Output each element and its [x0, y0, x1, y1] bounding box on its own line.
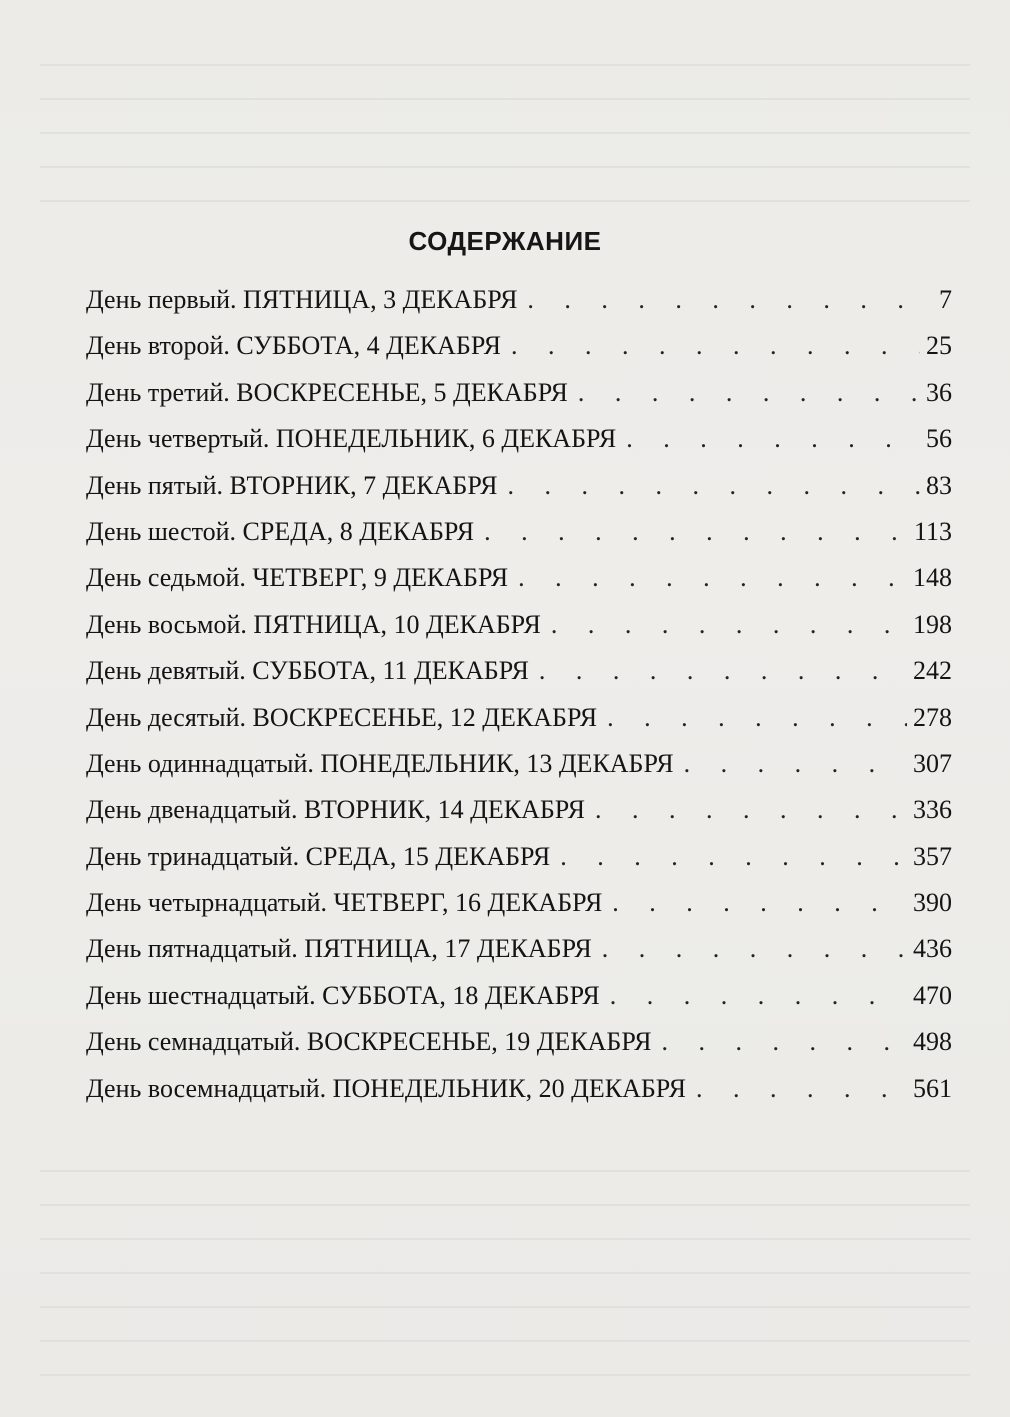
toc-entry-label: День седьмой. ЧЕТВЕРГ, 9 ДЕКАБРЯ — [86, 563, 509, 593]
dot-leader — [507, 471, 920, 501]
show-through-line — [40, 166, 970, 168]
toc-entry-label: День четвертый. ПОНЕДЕЛЬНИК, 6 ДЕКАБРЯ — [86, 424, 617, 454]
toc-entry[interactable] — [86, 378, 952, 424]
toc-entry-label: День шестой. СРЕДА, 8 ДЕКАБРЯ — [86, 516, 475, 546]
show-through-line — [40, 1374, 970, 1376]
toc-entry-page-number: 307 — [913, 748, 952, 778]
toc-entry-label: День восьмой. ПЯТНИЦА, 10 ДЕКАБРЯ — [86, 609, 541, 639]
show-through-line — [40, 64, 970, 66]
dot-leader — [612, 888, 907, 918]
dot-leader — [610, 981, 907, 1011]
dot-leader — [602, 934, 907, 964]
toc-entry[interactable] — [86, 563, 952, 609]
toc-entry[interactable] — [86, 610, 952, 656]
toc-entry-page-number: 148 — [913, 563, 952, 593]
toc-entry[interactable] — [86, 285, 952, 331]
dot-leader — [684, 749, 907, 779]
toc-entry-page-number: 25 — [926, 331, 952, 361]
toc-entry-label: День второй. СУББОТА, 4 ДЕКАБРЯ — [86, 331, 501, 361]
toc-entry-label: День тринадцатый. СРЕДА, 15 ДЕКАБРЯ — [86, 841, 551, 871]
toc-entry[interactable] — [86, 934, 952, 980]
dot-leader — [527, 285, 933, 315]
toc-entry-page-number: 390 — [913, 888, 952, 918]
toc-entry-page-number: 498 — [913, 1027, 952, 1057]
toc-entry-label: День первый. ПЯТНИЦА, 3 ДЕКАБРЯ — [86, 285, 518, 314]
show-through-line — [40, 1170, 970, 1172]
table-of-contents — [86, 285, 952, 1120]
toc-entry-page-number: 278 — [913, 702, 952, 732]
show-through-line — [40, 1238, 970, 1240]
dot-leader — [518, 563, 907, 593]
toc-entry-page-number: 83 — [926, 470, 952, 500]
dot-leader — [607, 703, 907, 733]
toc-entry-page-number: 198 — [913, 609, 952, 639]
show-through-line — [40, 1340, 970, 1342]
toc-entry[interactable] — [86, 842, 952, 888]
toc-entry-page-number: 470 — [913, 980, 952, 1010]
toc-entry-page-number: 436 — [913, 934, 952, 964]
dot-leader — [560, 842, 907, 872]
toc-entry-label: День восемнадцатый. ПОНЕДЕЛЬНИК, 20 ДЕКАБРЯ — [86, 1073, 686, 1103]
toc-entry[interactable] — [86, 703, 952, 749]
dot-leader — [551, 610, 907, 640]
toc-entry-label: День пятнадцатый. ПЯТНИЦА, 17 ДЕКАБРЯ — [86, 934, 592, 964]
dot-leader — [511, 331, 920, 361]
show-through-line — [40, 1272, 970, 1274]
toc-entry[interactable] — [86, 795, 952, 841]
show-through-line — [40, 132, 970, 134]
toc-entry-page-number: 7 — [939, 285, 952, 314]
toc-entry-page-number: 36 — [926, 377, 952, 407]
toc-entry[interactable] — [86, 981, 952, 1027]
toc-entry-label: День двенадцатый. ВТОРНИК, 14 ДЕКАБРЯ — [86, 795, 585, 825]
dot-leader — [626, 424, 920, 454]
toc-entry[interactable] — [86, 471, 952, 517]
toc-entry-page-number: 56 — [926, 424, 952, 454]
show-through-line — [40, 200, 970, 202]
toc-entry[interactable] — [86, 1027, 952, 1073]
toc-entry[interactable] — [86, 1074, 952, 1120]
toc-entry[interactable] — [86, 888, 952, 934]
dot-leader — [662, 1027, 907, 1057]
toc-entry-label: День семнадцатый. ВОСКРЕСЕНЬЕ, 19 ДЕКАБРЯ — [86, 1027, 652, 1057]
show-through-line — [40, 1306, 970, 1308]
dot-leader — [696, 1074, 907, 1104]
toc-entry-page-number: 357 — [913, 841, 952, 871]
dot-leader — [578, 378, 920, 408]
dot-leader — [539, 656, 907, 686]
toc-entry[interactable] — [86, 517, 952, 563]
toc-entry-page-number: 561 — [913, 1073, 952, 1103]
dot-leader — [595, 795, 907, 825]
toc-entry-page-number: 113 — [913, 516, 952, 546]
toc-entry-label: День шестнадцатый. СУББОТА, 18 ДЕКАБРЯ — [86, 980, 600, 1010]
show-through-line — [40, 1204, 970, 1206]
toc-entry-page-number: 336 — [913, 795, 952, 825]
toc-entry-page-number: 242 — [913, 656, 952, 686]
show-through-line — [40, 98, 970, 100]
toc-entry[interactable] — [86, 656, 952, 702]
toc-entry-label: День десятый. ВОСКРЕСЕНЬЕ, 12 ДЕКАБРЯ — [86, 702, 598, 732]
toc-entry[interactable] — [86, 424, 952, 470]
toc-entry-label: День четырнадцатый. ЧЕТВЕРГ, 16 ДЕКАБРЯ — [86, 888, 603, 918]
toc-entry-label: День одиннадцатый. ПОНЕДЕЛЬНИК, 13 ДЕКАБРЯ — [86, 748, 674, 778]
dot-leader — [484, 517, 908, 547]
toc-entry-label: День пятый. ВТОРНИК, 7 ДЕКАБРЯ — [86, 470, 498, 500]
toc-entry[interactable] — [86, 749, 952, 795]
page-title: СОДЕРЖАНИЕ — [408, 226, 602, 256]
toc-entry-label: День третий. ВОСКРЕСЕНЬЕ, 5 ДЕКАБРЯ — [86, 377, 568, 407]
toc-entry[interactable] — [86, 331, 952, 377]
toc-entry-label: День девятый. СУББОТА, 11 ДЕКАБРЯ — [86, 656, 529, 686]
